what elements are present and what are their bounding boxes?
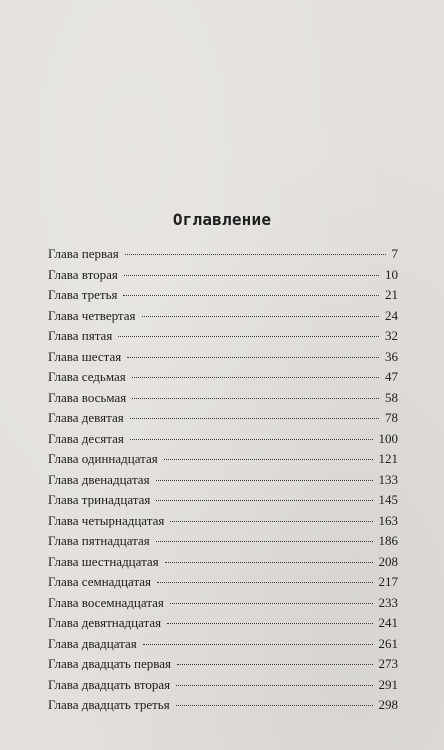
toc-entry — [48, 326, 398, 347]
dot-leader — [156, 541, 373, 542]
dot-leader — [176, 685, 372, 686]
dot-leader — [132, 398, 379, 399]
toc-entry-title: Глава двадцать вторая — [48, 676, 171, 692]
dot-leader — [127, 357, 379, 358]
toc-entry-page-number: 273 — [378, 656, 398, 671]
toc-entry-page-number: 58 — [385, 389, 398, 405]
dot-leader — [132, 377, 379, 378]
toc-entry — [48, 675, 398, 696]
toc-entry — [48, 531, 398, 552]
toc-entry-page-number: 78 — [385, 410, 398, 425]
toc-entry — [48, 490, 398, 511]
toc-entry-title: Глава четвертая — [48, 307, 136, 323]
toc-entry — [48, 511, 398, 532]
toc-entry-title: Глава седьмая — [48, 369, 126, 384]
toc-entry — [48, 634, 398, 655]
dot-leader — [157, 582, 372, 583]
dot-leader — [170, 521, 372, 522]
toc-entry — [48, 244, 398, 265]
toc-entry-title: Глава шестнадцатая — [48, 553, 159, 569]
toc-entry — [48, 695, 398, 716]
toc-entry — [48, 654, 398, 675]
dot-leader — [170, 603, 373, 604]
dot-leader — [176, 705, 373, 706]
toc-entry-title: Глава семнадцатая — [48, 574, 152, 589]
toc-entry-title: Глава шестая — [48, 348, 122, 364]
dot-leader — [156, 500, 372, 501]
toc-entry-page-number: 32 — [385, 328, 398, 343]
toc-entry — [48, 388, 398, 409]
toc-entry — [48, 265, 398, 286]
toc-entry-title: Глава тринадцатая — [48, 492, 151, 507]
toc-entry-page-number: 133 — [378, 471, 398, 487]
toc-entry — [48, 470, 398, 491]
toc-entry-title: Глава пятнадцатая — [48, 533, 150, 548]
toc-entry-page-number: 291 — [378, 676, 398, 692]
toc-entry — [48, 449, 398, 470]
toc-entry-page-number: 186 — [378, 533, 398, 548]
toc-entry-page-number: 36 — [385, 348, 398, 364]
toc-entry-title: Глава одиннадцатая — [48, 451, 158, 466]
toc-entry-page-number: 217 — [378, 574, 398, 589]
toc-entry-page-number: 163 — [378, 512, 398, 528]
dot-leader — [167, 623, 372, 624]
dot-leader — [125, 254, 386, 255]
toc-entry — [48, 429, 398, 450]
toc-entry — [48, 552, 398, 573]
toc-entry-page-number: 298 — [378, 697, 398, 712]
toc-entry-page-number: 241 — [378, 615, 398, 630]
dot-leader — [164, 459, 373, 460]
toc-entry-title: Глава третья — [48, 287, 118, 302]
toc-entry-title: Глава девятнадцатая — [48, 615, 162, 630]
toc-entry — [48, 285, 398, 306]
toc-entry-title: Глава пятая — [48, 328, 113, 343]
dot-leader — [118, 336, 379, 337]
toc-entry-title: Глава вторая — [48, 266, 118, 282]
toc-entry-page-number: 21 — [385, 287, 398, 302]
toc-entry-title: Глава двадцать первая — [48, 656, 171, 671]
toc-entry — [48, 347, 398, 368]
toc-entry — [48, 613, 398, 634]
toc-entry-title: Глава восьмая — [48, 389, 127, 405]
toc-entry — [48, 408, 398, 429]
toc-entry-page-number: 24 — [385, 307, 398, 323]
toc-entry-title: Глава первая — [48, 246, 119, 261]
toc-entry-page-number: 10 — [385, 266, 398, 282]
toc-entry-page-number: 7 — [391, 246, 398, 261]
toc-entry-title: Глава двадцатая — [48, 635, 137, 651]
toc-entry-title: Глава двадцать третья — [48, 697, 170, 712]
toc-entry-page-number: 145 — [378, 492, 398, 507]
toc-entry-title: Глава двенадцатая — [48, 471, 150, 487]
toc-entry-title: Глава восемнадцатая — [48, 594, 164, 610]
toc-entry-page-number: 208 — [378, 553, 398, 569]
toc-entry-page-number: 261 — [378, 635, 398, 651]
dot-leader — [130, 418, 379, 419]
page-title: Оглавление — [172, 210, 272, 229]
dot-leader — [177, 664, 373, 665]
toc-entry-page-number: 233 — [378, 594, 398, 610]
dot-leader — [143, 644, 373, 645]
toc-entry — [48, 367, 398, 388]
dot-leader — [124, 275, 379, 276]
toc-entry-title: Глава четырнадцатая — [48, 512, 165, 528]
toc-entry-title: Глава девятая — [48, 410, 124, 425]
dot-leader — [123, 295, 379, 296]
table-of-contents — [48, 244, 398, 716]
toc-entry — [48, 593, 398, 614]
toc-entry-title: Глава десятая — [48, 430, 124, 446]
dot-leader — [165, 562, 373, 563]
toc-entry-page-number: 121 — [378, 451, 398, 466]
toc-entry-page-number: 47 — [385, 369, 398, 384]
dot-leader — [142, 316, 379, 317]
dot-leader — [156, 480, 373, 481]
dot-leader — [130, 439, 373, 440]
toc-entry — [48, 306, 398, 327]
toc-entry-page-number: 100 — [378, 430, 398, 446]
toc-entry — [48, 572, 398, 593]
